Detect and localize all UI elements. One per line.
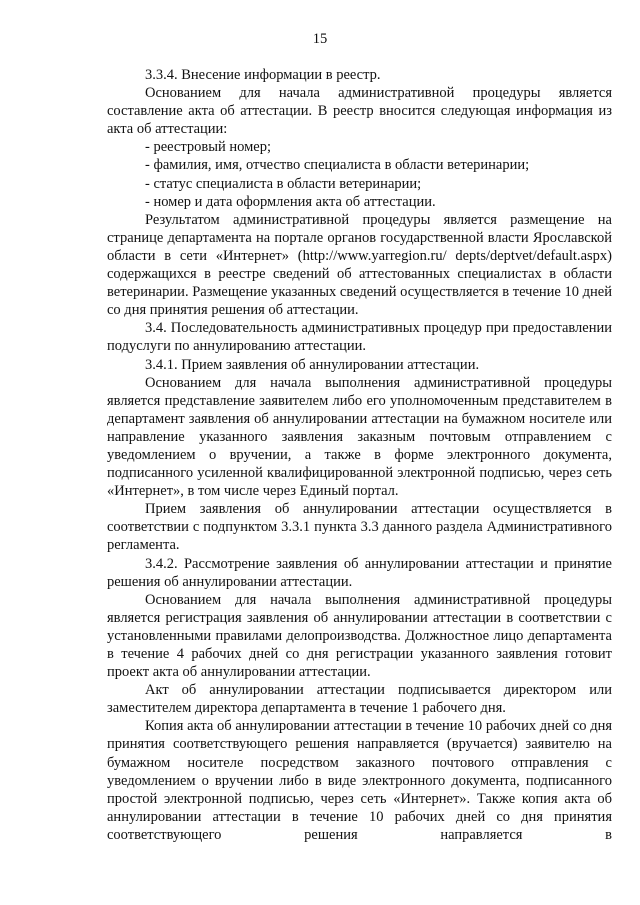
section-3-3-4-basis-paragraph: Основанием для начала административной процедуры является составление акта об аттестации. В реестр вносится следующая информация из акта об аттестации: [107, 85, 612, 138]
section-3-4-2-basis-paragraph: Основанием для начала выполнения административной процедуры является регистрация заявления об аннулировании аттестации в соответствии с установленными правилами делопроизводства. Должностное лицо департамента в течение 4 рабочих дней со дня регистрации указанного заявления готовит проект акта об аннулировании аттестации. [107, 591, 612, 681]
document-body [107, 66, 612, 844]
page-number: 15 [312, 31, 328, 47]
section-3-4-heading: 3.4. Последовательность административных процедур при предоставлении подуслуги по аннулированию аттестации. [107, 320, 612, 355]
section-3-4-1-reception-paragraph: Прием заявления об аннулировании аттестации осуществляется в соответствии с подпунктом 3.3.1 пункта 3.3 данного раздела Административного регламента. [107, 501, 612, 554]
section-3-4-2-copy-paragraph: Копия акта об аннулировании аттестации в течение 10 рабочих дней со дня принятия соответствующего решения направляется (вручается) заявителю на бумажном носителе посредством заказного почтового отправления с уведомлением о вручении либо в виде электронного документа, подписанного простой электронной подписью, через сеть «Интернет». Также копия акта об аннулировании аттестации в течение 10 рабочих дней со дня принятия соответствующего решения направляется в [107, 718, 612, 843]
section-3-4-2-signing-paragraph: Акт об аннулировании аттестации подписывается директором или заместителем директора департамента в течение 1 рабочего дня. [107, 682, 612, 717]
section-3-4-1-basis-paragraph: Основанием для начала выполнения административной процедуры является представление заявителем либо его уполномоченным представителем в департамент заявления об аннулировании аттестации на бумажном носителе или направление указанного заявления заказным почтовым отправлением с уведомлением о вручении, а также в форме электронного документа, подписанного усиленной квалифицированной электронной подписью, через сеть «Интернет», в том числе через Единый портал. [107, 374, 612, 500]
section-3-4-2-heading: 3.4.2. Рассмотрение заявления об аннулировании аттестации и принятие решения об аннулировании аттестации. [107, 555, 612, 590]
registry-item-number: - реестровый номер; [145, 139, 271, 156]
section-3-3-4-result-paragraph: Результатом административной процедуры является размещение на странице департамента на портале органов государственной власти Ярославской области в сети «Интернет» (http://www.yarregion.ru/ depts/deptvet/default.aspx) содержащихся в реестре сведений об аттестованных специалистах в области ветеринарии. Размещение указанных сведений осуществляется в течение 10 дней со дня принятия решения об аттестации. [107, 211, 612, 319]
registry-item-full-name: - фамилия, имя, отчество специалиста в области ветеринарии; [145, 157, 530, 174]
section-3-3-4-heading: 3.3.4. Внесение информации в реестр. [145, 67, 381, 83]
section-3-4-1-heading: 3.4.1. Прием заявления об аннулировании аттестации. [145, 356, 480, 373]
registry-item-act-number-date: - номер и дата оформления акта об аттестации. [145, 193, 436, 210]
registry-item-status: - статус специалиста в области ветеринарии; [145, 175, 422, 192]
